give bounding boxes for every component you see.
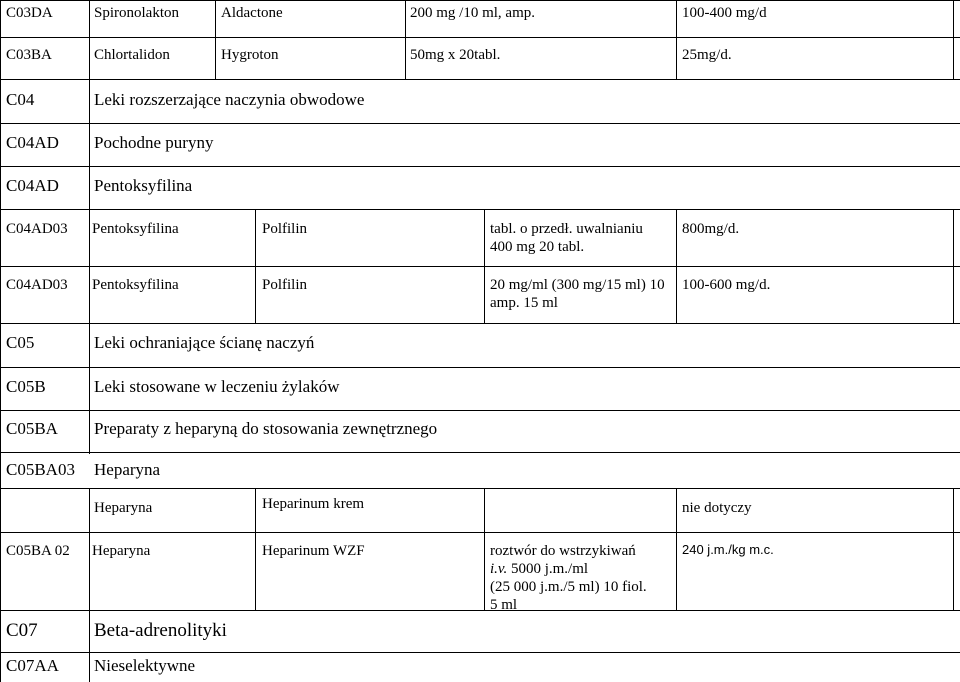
group-heading: Pochodne puryny bbox=[94, 133, 214, 152]
brand-name: Polfilin bbox=[262, 277, 308, 293]
daily-dose: nie dotyczy bbox=[682, 500, 752, 516]
dosage-form-line: 20 mg/ml (300 mg/15 ml) 10 bbox=[490, 277, 665, 293]
daily-dose: 800mg/d. bbox=[682, 221, 740, 237]
atc-code: C07 bbox=[6, 620, 38, 641]
atc-code: C03DA bbox=[6, 5, 53, 21]
group-heading: Heparyna bbox=[94, 460, 161, 479]
atc-code: C04AD bbox=[6, 176, 59, 195]
dosage-form-line: 5 ml bbox=[490, 597, 518, 613]
brand-name: Heparinum WZF bbox=[262, 543, 365, 559]
atc-code: C04AD03 bbox=[6, 221, 68, 237]
concentration: 5000 j.m./ml bbox=[507, 561, 589, 577]
daily-dose: 240 j.m./kg m.c. bbox=[682, 542, 774, 557]
atc-code: C04AD03 bbox=[6, 277, 68, 293]
brand-name: Polfilin bbox=[262, 221, 308, 237]
atc-code: C05BA03 bbox=[6, 460, 75, 479]
daily-dose: 100-600 mg/d. bbox=[682, 277, 771, 293]
dosage-form-line: roztwór do wstrzykiwań bbox=[490, 543, 636, 559]
daily-dose: 100-400 mg/d bbox=[682, 5, 767, 21]
group-heading: Pentoksyfilina bbox=[94, 176, 193, 195]
atc-code: C04AD bbox=[6, 133, 59, 152]
dosage-form-line: 400 mg 20 tabl. bbox=[490, 239, 585, 255]
substance-name: Chlortalidon bbox=[94, 47, 170, 63]
substance-name: Heparyna bbox=[94, 500, 153, 516]
atc-code: C05BA bbox=[6, 419, 58, 438]
route-abbrev: i.v. bbox=[490, 561, 508, 577]
dosage-form: 50mg x 20tabl. bbox=[410, 47, 501, 63]
substance-name: Pentoksyfilina bbox=[92, 277, 179, 293]
dosage-form-line: tabl. o przedł. uwalnianiu bbox=[490, 221, 643, 237]
daily-dose: 25mg/d. bbox=[682, 47, 732, 63]
brand-name: Hygroton bbox=[221, 47, 279, 63]
atc-code: C05B bbox=[6, 377, 46, 396]
atc-code: C03BA bbox=[6, 47, 52, 63]
brand-name: Heparinum krem bbox=[262, 496, 365, 512]
substance-name: Spironolakton bbox=[94, 5, 179, 21]
dosage-form-line: amp. 15 ml bbox=[490, 295, 558, 311]
dosage-form-line: (25 000 j.m./5 ml) 10 fiol. bbox=[490, 579, 647, 595]
group-heading: Leki stosowane w leczeniu żylaków bbox=[94, 377, 340, 396]
group-heading: Nieselektywne bbox=[94, 656, 196, 675]
group-heading: Beta-adrenolityki bbox=[94, 620, 227, 641]
substance-name: Pentoksyfilina bbox=[92, 221, 179, 237]
group-heading: Leki rozszerzające naczynia obwodowe bbox=[94, 90, 365, 109]
group-heading: Preparaty z heparyną do stosowania zewnętrznego bbox=[94, 419, 438, 438]
atc-code: C05BA 02 bbox=[6, 543, 70, 559]
dosage-form: 200 mg /10 ml, amp. bbox=[410, 5, 535, 21]
atc-code: C07AA bbox=[6, 656, 59, 675]
atc-code: C04 bbox=[6, 90, 35, 109]
substance-name: Heparyna bbox=[92, 543, 151, 559]
group-heading: Leki ochraniające ścianę naczyń bbox=[94, 333, 315, 352]
dosage-form-line bbox=[490, 561, 588, 578]
brand-name: Aldactone bbox=[221, 5, 283, 21]
atc-code: C05 bbox=[6, 333, 35, 352]
